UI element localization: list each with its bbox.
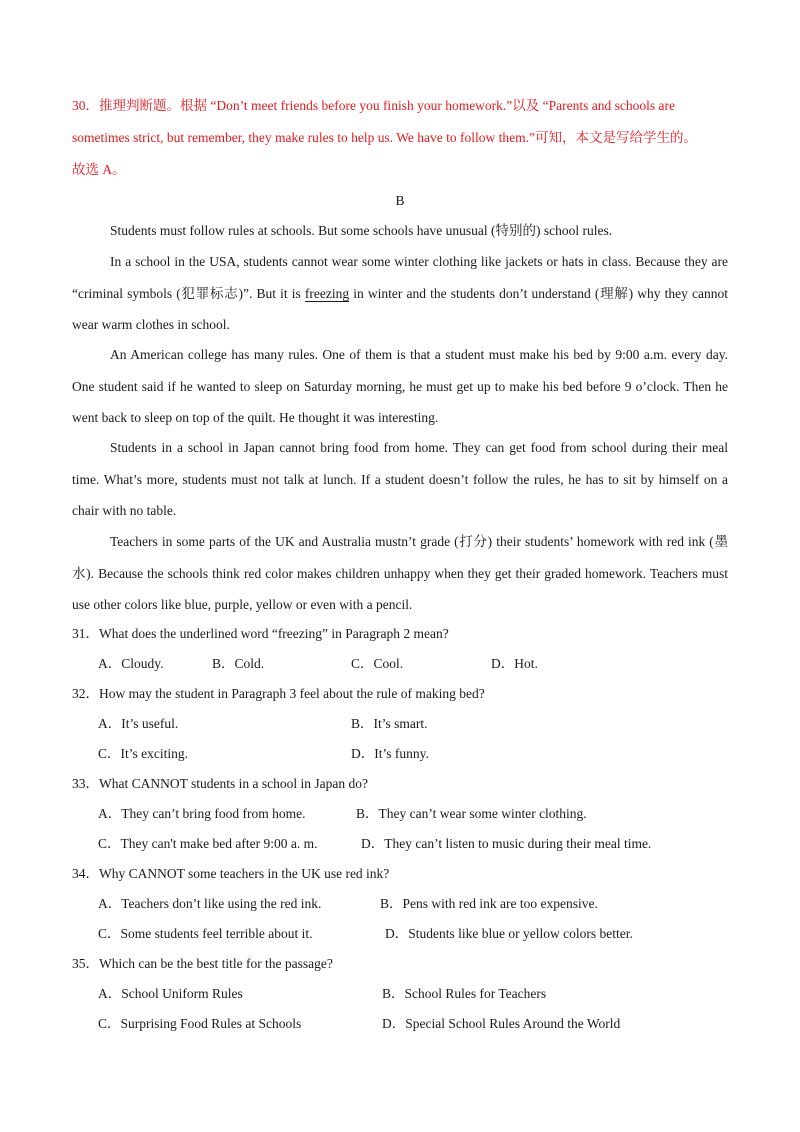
q35-option-c[interactable]: C．Surprising Food Rules at Schools xyxy=(98,1016,302,1031)
passage-paragraph-1: Students must follow rules at schools. But some schools have unusual (特别的) school rules. xyxy=(110,223,613,238)
q31-option-a[interactable]: A．Cloudy. xyxy=(98,656,164,671)
answer-line-1: 30．推理判断题。根据 “Don’t meet friends before you finish your homework.”以及 “Parents and schools are xyxy=(72,98,675,113)
question-31: 31．What does the underlined word “freezing” in Paragraph 2 mean? xyxy=(72,626,449,641)
q34-option-b[interactable]: B．Pens with red ink are too expensive. xyxy=(380,896,598,911)
question-33: 33．What CANNOT students in a school in Japan do? xyxy=(72,776,368,791)
question-34: 34．Why CANNOT some teachers in the UK use red ink? xyxy=(72,866,390,881)
q31-option-d[interactable]: D．Hot. xyxy=(491,656,538,671)
q32-option-b[interactable]: B．It’s smart. xyxy=(351,716,428,731)
passage-paragraph-2 xyxy=(72,246,728,341)
q32-option-a[interactable]: A．It’s useful. xyxy=(98,716,179,731)
q32-option-c[interactable]: C．It’s exciting. xyxy=(98,746,188,761)
paragraph-2-text-b: in winter and the students don’t understand (理解) why they cannot wear warm clothes in school. xyxy=(72,285,728,332)
q35-option-b[interactable]: B．School Rules for Teachers xyxy=(382,986,547,1001)
q34-option-a[interactable]: A．Teachers don’t like using the red ink. xyxy=(98,896,322,911)
underlined-word-freezing: freezing xyxy=(304,285,350,301)
answer-line-2: sometimes strict, but remember, they make rules to help us. We have to follow them.”可知，本文是写给学生的。 xyxy=(72,130,698,145)
q33-option-a[interactable]: A．They can’t bring food from home. xyxy=(98,806,306,821)
q32-option-d[interactable]: D．It’s funny. xyxy=(351,746,429,761)
q34-option-d[interactable]: D．Students like blue or yellow colors better. xyxy=(385,926,633,941)
q33-option-c[interactable]: C．They can't make bed after 9:00 a. m. xyxy=(98,836,318,851)
passage-paragraph-4: Students in a school in Japan cannot bring food from home. They can get food from school during their meal time. What’s more, students must not talk at lunch. If a student doesn’t follow the rules, he has to sit by himself on a chair with no table. xyxy=(72,440,728,518)
question-35: 35．Which can be the best title for the passage? xyxy=(72,956,333,971)
q31-option-b[interactable]: B．Cold. xyxy=(212,656,265,671)
q33-option-d[interactable]: D．They can’t listen to music during their meal time. xyxy=(361,836,652,851)
question-32: 32．How may the student in Paragraph 3 feel about the rule of making bed? xyxy=(72,686,485,701)
q34-option-c[interactable]: C．Some students feel terrible about it. xyxy=(98,926,313,941)
passage-paragraph-3: An American college has many rules. One of them is that a student must make his bed by 9:00 a.m. every day. One student said if he wanted to sleep on Saturday morning, he must get up to make his bed before 9 o’clock. Then he went back to sleep on top of the quilt. He thought it was interesting. xyxy=(72,347,728,425)
q35-option-a[interactable]: A．School Uniform Rules xyxy=(98,986,243,1001)
q35-option-d[interactable]: D．Special School Rules Around the World xyxy=(382,1016,621,1031)
section-label: B xyxy=(395,193,405,208)
paragraph-2-text-a: In a school in the USA, students cannot wear some winter clothing like jackets or hats in class. Because they are “criminal symbols (犯罪标志)”. But it is xyxy=(72,254,728,301)
passage-paragraph-5: Teachers in some parts of the UK and Australia mustn’t grade (打分) their students’ homework with red ink (墨水). Because the schools think red color makes children unhappy when they get their graded homework. Teachers must use other colors like blue, purple, yellow or even with a pencil. xyxy=(72,534,728,612)
q31-option-c[interactable]: C．Cool. xyxy=(351,656,404,671)
answer-explanation-30 xyxy=(72,90,732,186)
answer-line-3: 故选 A。 xyxy=(72,162,126,177)
q33-option-b[interactable]: B．They can’t wear some winter clothing. xyxy=(356,806,587,821)
